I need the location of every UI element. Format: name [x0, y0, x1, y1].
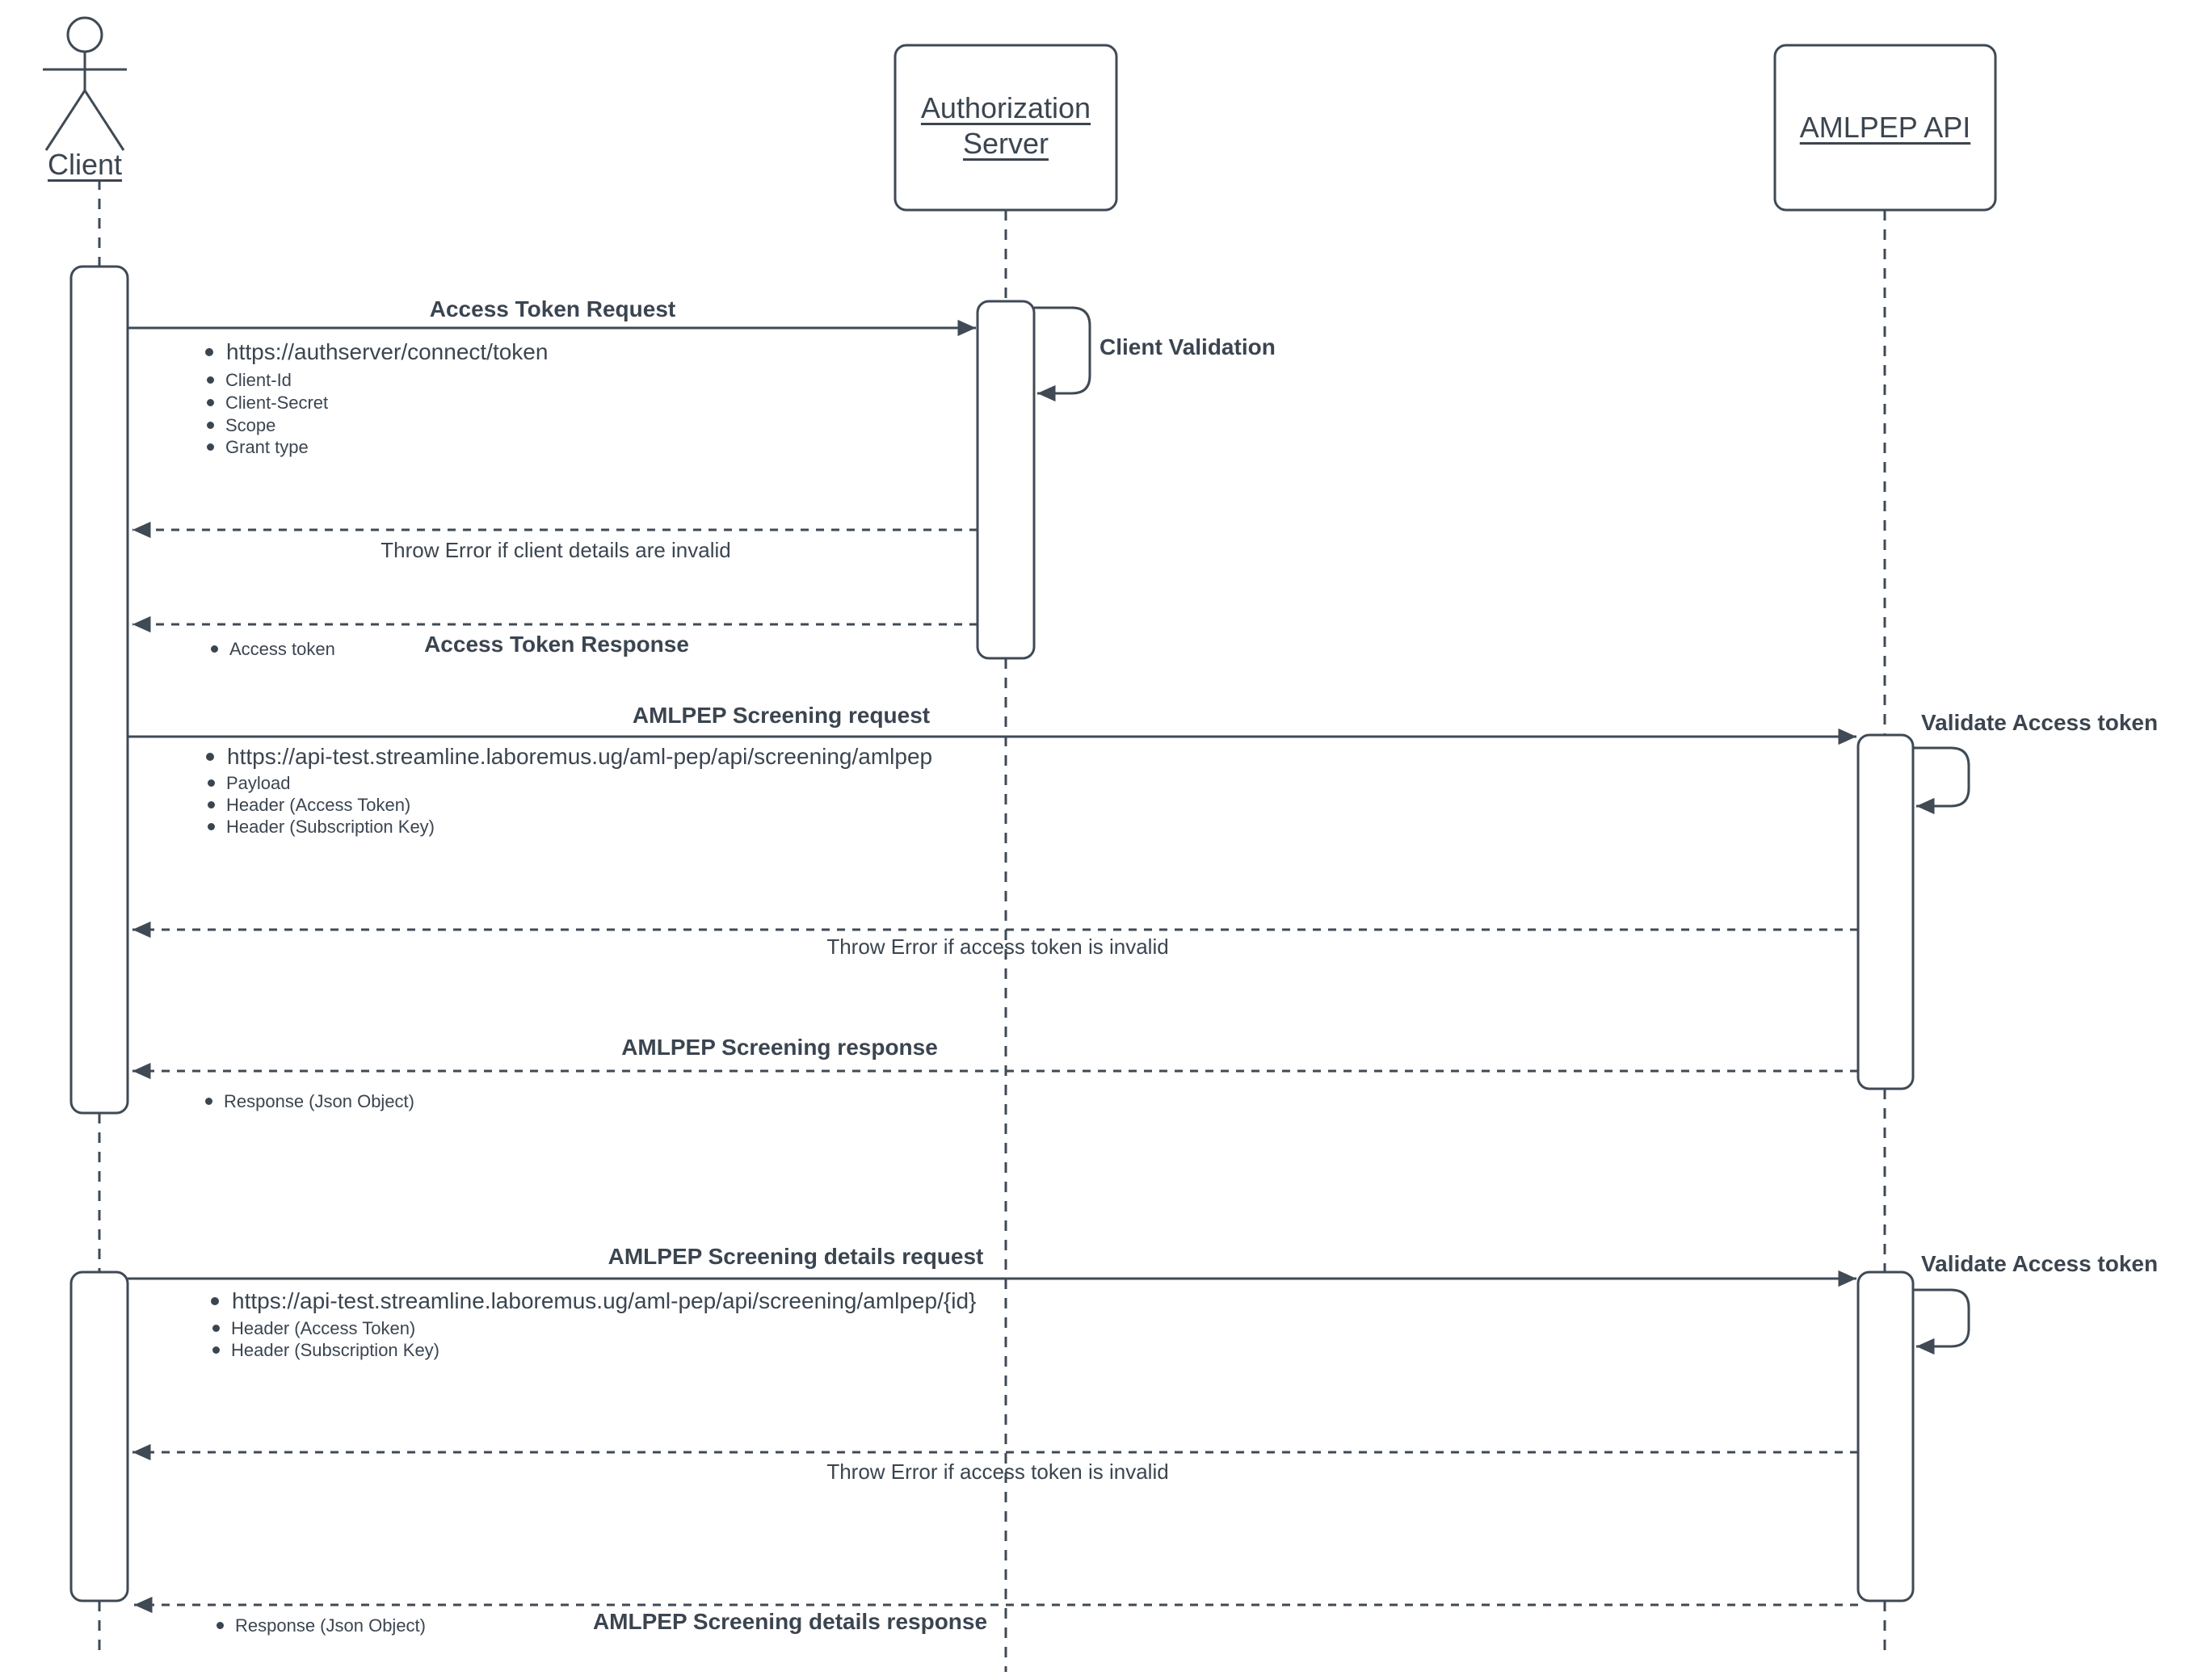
arrow-self-call-validate-token-1	[1913, 748, 1969, 806]
bullet-dot	[208, 779, 215, 787]
bullet-screening-url	[206, 743, 932, 771]
participant-label-auth-server	[895, 90, 1116, 162]
participant-label-client: Client	[47, 148, 123, 181]
bullet-scope	[207, 414, 275, 436]
bullet-dot	[211, 645, 218, 653]
bullet-dot	[207, 422, 214, 429]
arrow-self-call-client-validation	[1034, 308, 1090, 393]
bullet-text: https://api-test.streamline.laboremus.ug/aml-pep/api/screening/amlpep/{id}	[232, 1288, 977, 1313]
bullet-dot	[205, 1098, 212, 1105]
self-call-label-validate-token-1: Validate Access token	[1921, 710, 2159, 735]
bullet-text: https://api-test.streamline.laboremus.ug/aml-pep/api/screening/amlpep	[227, 744, 933, 769]
return-label-throw-error-token-1: Throw Error if access token is invalid	[826, 934, 1169, 959]
return-label-throw-error-client-details: Throw Error if client details are invalid	[381, 538, 731, 562]
message-title-screening-details-request: AMLPEP Screening details request	[608, 1244, 984, 1269]
message-title-screening-response: AMLPEP Screening response	[621, 1035, 938, 1060]
arrow-self-call-validate-token-2	[1913, 1290, 1969, 1346]
bullet-response-json-2	[217, 1615, 426, 1636]
participant-label-auth-server-line2: Server	[962, 127, 1049, 160]
bullet-dot	[212, 1346, 220, 1354]
bullet-header-access-token-2	[212, 1317, 415, 1339]
bullet-dot	[211, 1297, 219, 1305]
message-title-screening-details-response: AMLPEP Screening details response	[592, 1609, 988, 1634]
bullet-dot	[207, 443, 214, 451]
bullet-text: Grant type	[225, 437, 309, 457]
bullet-dot	[206, 753, 214, 761]
bullet-text: Response (Json Object)	[235, 1615, 426, 1636]
bullet-text: Header (Access Token)	[226, 795, 411, 815]
bullet-text: Header (Access Token)	[231, 1318, 416, 1338]
message-title-access-token-request: Access Token Request	[429, 296, 676, 321]
bullet-text: Client-Secret	[225, 393, 329, 413]
participant-label-auth-server-line1: Authorization	[920, 91, 1091, 124]
bullet-dot	[212, 1325, 220, 1332]
bullet-text: Access token	[229, 639, 335, 659]
return-label-throw-error-token-2: Throw Error if access token is invalid	[826, 1460, 1169, 1484]
bullet-text: Response (Json Object)	[224, 1091, 414, 1111]
bullet-dot	[207, 376, 214, 384]
bullet-dot	[207, 399, 214, 406]
bullet-text: Client-Id	[225, 370, 292, 390]
bullet-text: Header (Subscription Key)	[231, 1340, 440, 1360]
activation-amlpep-api-1	[1858, 735, 1913, 1089]
client-actor-icon	[43, 18, 127, 150]
self-call-label-client-validation: Client Validation	[1100, 334, 1276, 359]
activation-client-2	[71, 1272, 128, 1601]
activation-auth-server	[978, 301, 1034, 658]
bullet-header-subscription-key-1	[208, 816, 435, 838]
bullet-dot	[217, 1622, 224, 1629]
bullet-header-access-token-1	[208, 794, 410, 816]
participant-label-amlpep-api: AMLPEP API	[1799, 111, 1971, 144]
bullet-text: https://authserver/connect/token	[226, 339, 549, 364]
message-title-screening-request: AMLPEP Screening request	[632, 703, 931, 728]
bullet-grant-type	[207, 436, 309, 458]
bullet-text: Scope	[225, 415, 276, 435]
bullet-dot	[208, 823, 215, 830]
bullet-auth-url	[205, 338, 548, 366]
activation-client-1	[71, 267, 128, 1113]
bullet-client-id	[207, 369, 292, 391]
bullet-screening-details-url	[211, 1287, 976, 1315]
bullet-header-subscription-key-2	[212, 1339, 439, 1361]
bullet-response-json-1	[205, 1090, 414, 1112]
bullet-text: Payload	[226, 773, 291, 793]
bullet-payload	[208, 772, 291, 794]
bullet-text: Header (Subscription Key)	[226, 817, 435, 837]
bullet-dot	[208, 801, 215, 808]
message-title-access-token-response: Access Token Response	[424, 632, 689, 657]
bullet-dot	[205, 348, 213, 356]
activation-amlpep-api-2	[1858, 1272, 1913, 1601]
self-call-label-validate-token-2: Validate Access token	[1921, 1251, 2159, 1276]
bullet-client-secret	[207, 392, 328, 414]
bullet-access-token	[211, 638, 335, 660]
